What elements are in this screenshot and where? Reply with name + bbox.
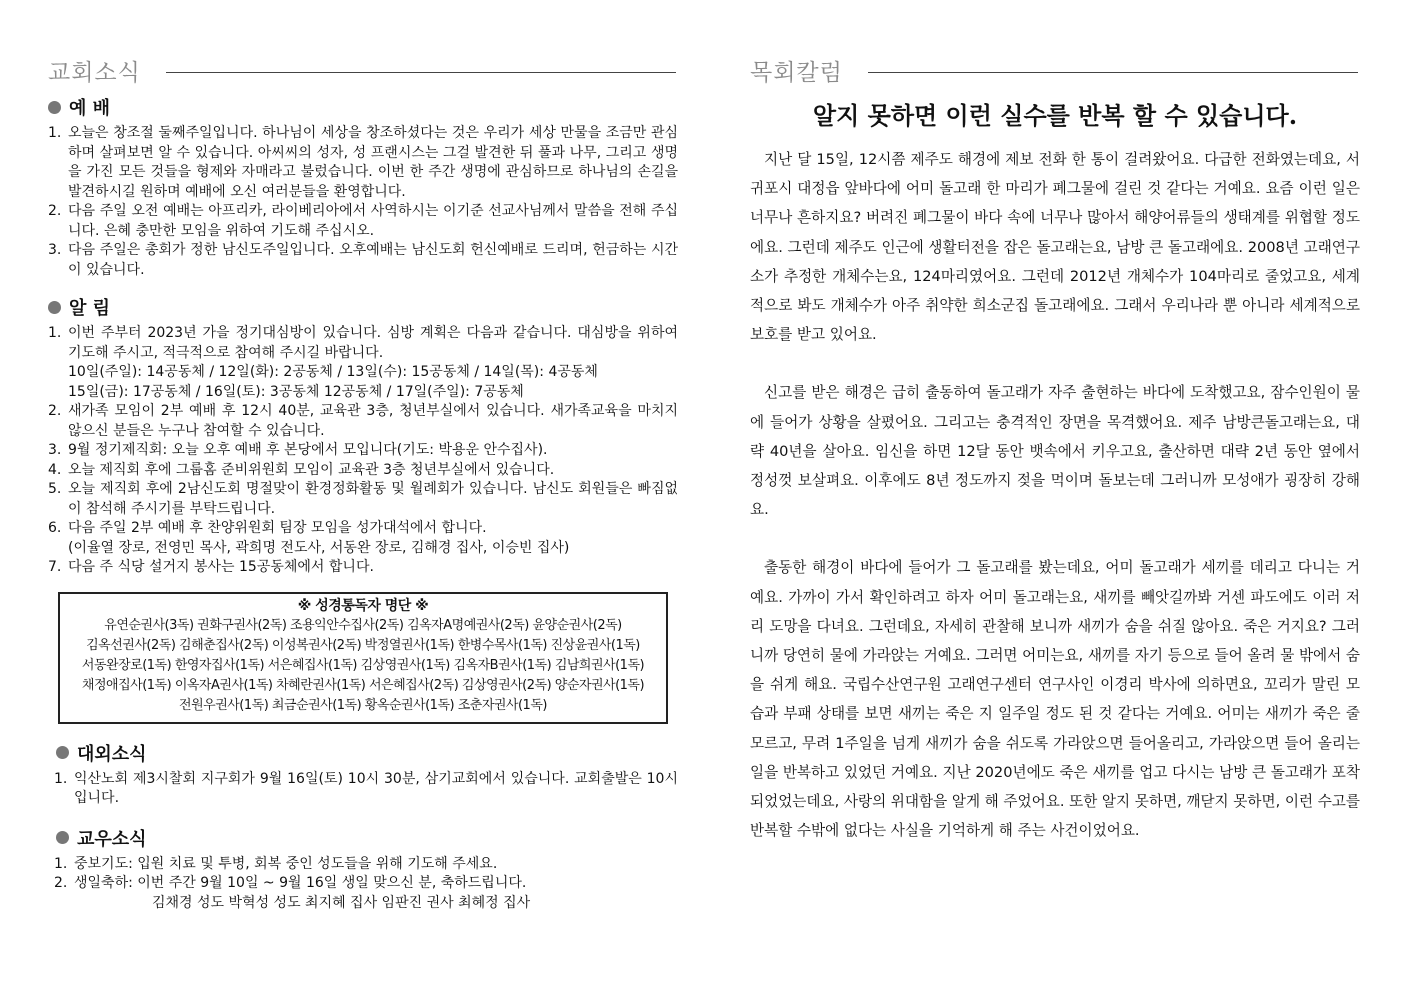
notice-list-last — [48, 558, 678, 578]
list-item: 3. 다음 주일은 총회가 정한 남신도주일입니다. 오후예배는 남신도회 헌신예배로 드리며, 헌금하는 시간이 있습니다. — [48, 242, 678, 278]
column-paragraph: 지난 달 15일, 12시쯤 제주도 해경에 제보 전화 한 통이 걸려왔어요. 다급한 전화였는데요, 서귀포시 대정읍 앞바다에 어미 돌고래 한 마리가 폐그물에 걸린 것 같다는 거예요. 요즘 이런 일은 너무나 흔하지요? 버려진 폐그물이 바다 속에 너무나 많아서 해양어류들의 생태계를 위협할 정도에요. 그런데 제주도 인근에 생활터전을 잡은 돌고래는요, 남방 큰 돌고래에요. 2008년 고래연구소가 추정한 개체수는요, 124마리였어요. 그런데 2012년 개체수가 104마리로 줄었고요, 세계적으로 봐도 개체수가 아주 취약한 희소군집 돌고래에요. 그래서 우리나라 뿐 아니라 세계적으로 보호를 받고 있어요. — [750, 151, 1360, 344]
bible-reader-line: 서동완장로(1독) 한영자집사(1독) 서은혜집사(1독) 김상영권사(1독) 김옥자B권사(1독) 김남희권사(1독) — [81, 657, 645, 673]
header-divider — [868, 72, 1358, 73]
member-news-heading: 교우소식 — [56, 825, 678, 851]
column-paragraph: 신고를 받은 해경은 급히 출동하여 돌고래가 자주 출현하는 바다에 도착했고요, 잠수인원이 물에 들어가 상황을 살폈어요. 그리고는 충격적인 장면을 목격했어요. 제주 남방큰돌고래는요, 대략 40년을 살아요. 임신을 하면 12달 동안 뱃속에서 키우고요, 출산하면 대략 2년 동안 옆에서 정성껏 보살펴요. 이후에도 8년 정도까지 젖을 먹이며 돌보는데 그러니까 모성애가 굉장히 강해요. — [750, 384, 1360, 519]
header-divider — [166, 72, 676, 73]
bible-reader-line: 유연순권사(3독) 권화구권사(2독) 조용익안수집사(2독) 김옥자A명예권사(2독) 윤양순권사(2독) — [104, 617, 622, 633]
notice-list — [48, 324, 678, 363]
bible-reading-title: ※ 성경통독자 명단 ※ — [297, 597, 429, 614]
list-item: 2. 생일축하: 이번 주간 9월 10일 ~ 9월 16일 생일 맞으신 분, 축하드립니다. — [54, 875, 527, 891]
bullet-dot-icon — [56, 746, 69, 759]
bible-reading-box — [58, 592, 668, 724]
external-news-list — [54, 770, 678, 809]
list-item: 4. 오늘 제직회 후에 그룹홈 준비위원회 모임이 교육관 3층 청년부실에서 있습니다. — [48, 461, 555, 478]
praise-team-members: (이율열 장로, 전영민 목사, 곽희명 전도사, 서동완 장로, 김해경 집사, 이승빈 집사) — [68, 539, 570, 556]
list-item: 2. 새가족 모임이 2부 예배 후 12시 40분, 교육관 3층, 청년부실에서 있습니다. 새가족교육을 마치지 않으신 분들은 누구나 참여할 수 있습니다. — [48, 403, 678, 439]
column-paragraph: 출동한 해경이 바다에 들어가 그 돌고래를 봤는데요, 어미 돌고래가 세끼를 데리고 다니는 거예요. 가까이 가서 확인하려고 하자 어미 돌고래는요, 새끼를 빼앗길까봐 거센 파도에도 이러 저리 도망을 다녀요. 그런데요, 자세히 관찰해 보니까 새끼가 숨을 쉬질 않아요. 죽은 거지요? 그러니까 당연히 물에 가라앉는 거예요. 그러면 어미는요, 새끼를 자기 등으로 들어 올려 물 밖에서 숨을 쉬게 해요. 국립수산연구원 고래연구센터 연구사인 이경리 박사에 의하면요, 꼬리가 말린 모습과 부패 상태를 보면 새끼는 죽은 지 일주일 정도 된 것 같다는 거예요. 어미는 새끼가 죽은 줄 모르고, 무려 1주일을 넘게 새끼가 숨을 쉬도록 가라앉으면 들어올리고, 가라앉으면 들어 올리는 일을 반복하고 있었던 거예요. 지난 2020년에도 죽은 새끼를 업고 다시는 남방 큰 돌고래가 포착되었었는데요, 사랑의 위대함을 알게 해 주었어요. 또한 알지 못하면, 깨닫지 못하면, 이런 수고를 반복할 수밖에 없다는 사실을 기억하게 해 주는 사건이었어요. — [750, 559, 1360, 840]
notice-list-continued — [48, 402, 678, 539]
bible-reader-line: 채정애집사(1독) 이옥자A권사(1독) 차혜란권사(1독) 서은혜집사(2독) 김상영권사(2독) 양순자권사(1독) — [81, 677, 645, 693]
column-headline: 알지 못하면 이런 실수를 반복 할 수 있습니다. — [812, 101, 1298, 130]
worship-heading: 예 배 — [48, 94, 678, 120]
bullet-dot-icon — [48, 101, 61, 114]
church-news-title: 교회소식 — [48, 54, 149, 87]
list-item: 1. 익산노회 제3시찰회 지구회가 9월 16일(토) 10시 30분, 삼기교회에서 있습니다. 교회출발은 10시입니다. — [54, 770, 678, 806]
list-item: 2. 다음 주일 오전 예배는 아프리카, 라이베리아에서 사역하시는 이기준 선교사님께서 말씀을 전해 주십니다. 은혜 충만한 모임을 위하여 기도해 주십시오. — [48, 203, 678, 239]
bullet-dot-icon — [56, 831, 69, 844]
list-item: 7. 다음 주 식당 설거지 봉사는 15공동체에서 합니다. — [48, 559, 374, 575]
visit-schedule-line: 10일(주일): 14공동체 / 12일(화): 2공동체 / 13일(수): 15공동체 / 14일(목): 4공동체 — [68, 364, 598, 380]
pastor-column — [750, 0, 1360, 874]
birthday-names: 김채경 성도 박혁성 성도 최지혜 집사 임판진 권사 최혜정 집사 — [152, 894, 531, 911]
visit-schedule-line: 15일(금): 17공동체 / 16일(토): 3공동체 12공동체 / 17일(주일): 7공동체 — [68, 383, 524, 400]
bible-reader-line: 김옥선권사(2독) 김해춘집사(2독) 이성복권사(2독) 박정열권사(1독) 한병수목사(1독) 진상윤권사(1독) — [86, 637, 640, 653]
worship-list — [48, 124, 678, 280]
list-item: 1. 중보기도: 입원 치료 및 투병, 회복 중인 성도들을 위해 기도해 주세요. — [54, 855, 498, 872]
member-news-list — [54, 855, 678, 894]
church-news-column — [48, 0, 678, 913]
notice-heading: 알 림 — [48, 294, 678, 320]
bullet-dot-icon — [48, 301, 61, 314]
bible-reader-line: 전원우권사(1독) 최금순권사(1독) 황옥순권사(1독) 조춘자권사(1독) — [179, 697, 547, 713]
pastor-column-title: 목회칼럼 — [750, 54, 851, 87]
list-item: 1. 오늘은 창조절 둘째주일입니다. 하나님이 세상을 창조하셨다는 것은 우리가 세상 만물을 조금만 관심하며 살펴보면 알 수 있습니다. 아씨씨의 성자, 성 프랜시스는 그걸 발견한 뒤 풀과 나무, 그리고 생명을 가진 모든 것들을 형제와 자매라고 불렀습니다. 이번 한 주간 생명에 관심하므로 하나님의 손길을 발견하시길 원하며 예배에 오신 여러분들을 환영합니다. — [48, 125, 678, 200]
list-item: 1. 이번 주부터 2023년 가을 정기대심방이 있습니다. 심방 계획은 다음과 같습니다. 대심방을 위하여 기도해 주시고, 적극적으로 참여해 주시길 바랍니다. — [48, 325, 678, 361]
pastor-column-header — [750, 54, 1360, 94]
church-news-header — [48, 54, 678, 94]
external-news-heading: 대외소식 — [56, 740, 678, 766]
list-item: 3. 9월 정기제직회: 오늘 오후 예배 후 본당에서 모입니다(기도: 박용운 안수집사). — [48, 442, 548, 458]
list-item: 5. 오늘 제직회 후에 2남신도회 명절맞이 환경정화활동 및 월례회가 있습니다. 남신도 회원들은 빠짐없이 참석해 주시기를 부탁드립니다. — [48, 481, 678, 517]
list-item: 6. 다음 주일 2부 예배 후 찬양위원회 팀장 모임을 성가대석에서 합니다. — [48, 520, 487, 536]
